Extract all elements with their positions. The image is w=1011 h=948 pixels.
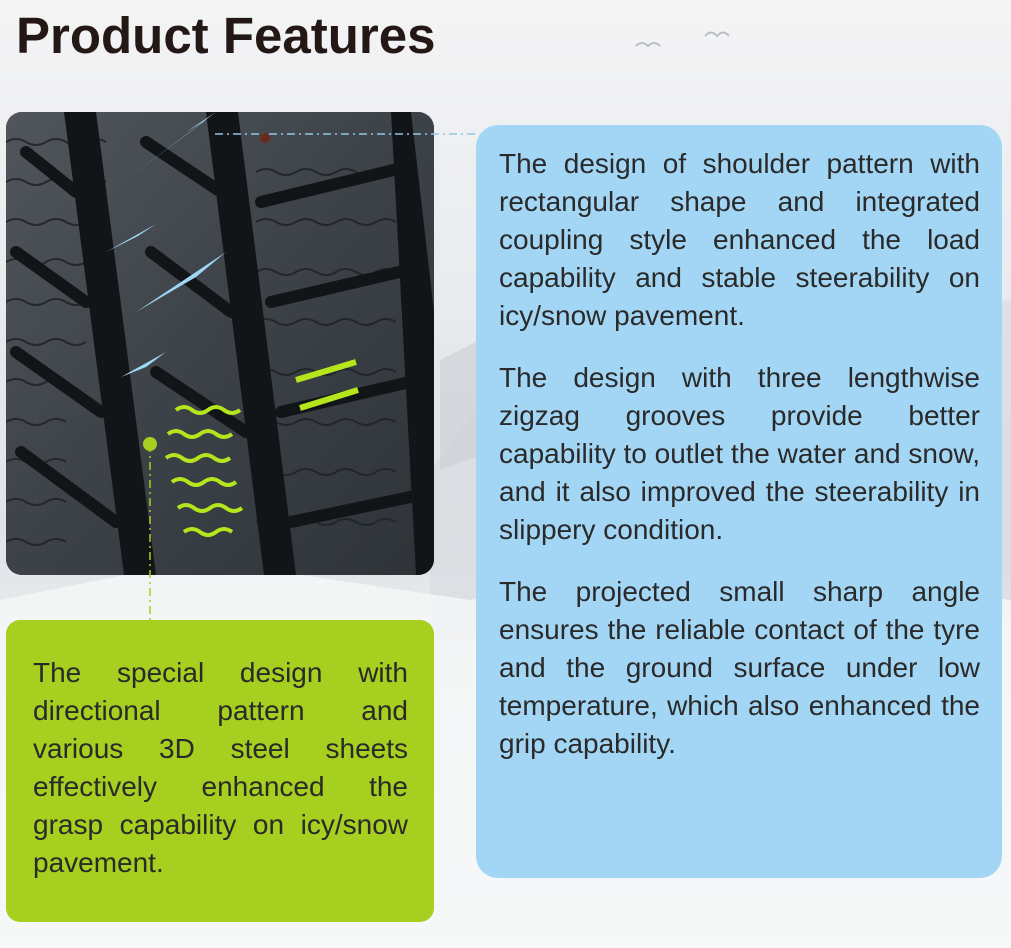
- feature-directional-text: The special design with directional pattern and various 3D steel sheets effectively enhanced the grasp capability on icy/snow pavement.: [33, 657, 408, 878]
- page-title: Product Features: [16, 7, 436, 64]
- bird-icon: [636, 33, 729, 47]
- feature-sharp-angle-text: The projected small sharp angle ensures the reliable contact of the tyre and the ground surface under low temperature, which also enhanced the grip capability.: [499, 576, 980, 759]
- feature-shoulder-text: The design of shoulder pattern with rectangular shape and integrated coupling style enhanced the load capability and stable steerability on icy/snow pavement.: [499, 148, 980, 331]
- tyre-tread-image: [6, 112, 434, 575]
- feature-grooves-text: The design with three lengthwise zigzag grooves provide better capability to outlet the water and snow, and it also improved the steerability in slippery condition.: [499, 362, 980, 545]
- features-panel: [476, 125, 1002, 878]
- directional-pattern-panel: [6, 620, 434, 922]
